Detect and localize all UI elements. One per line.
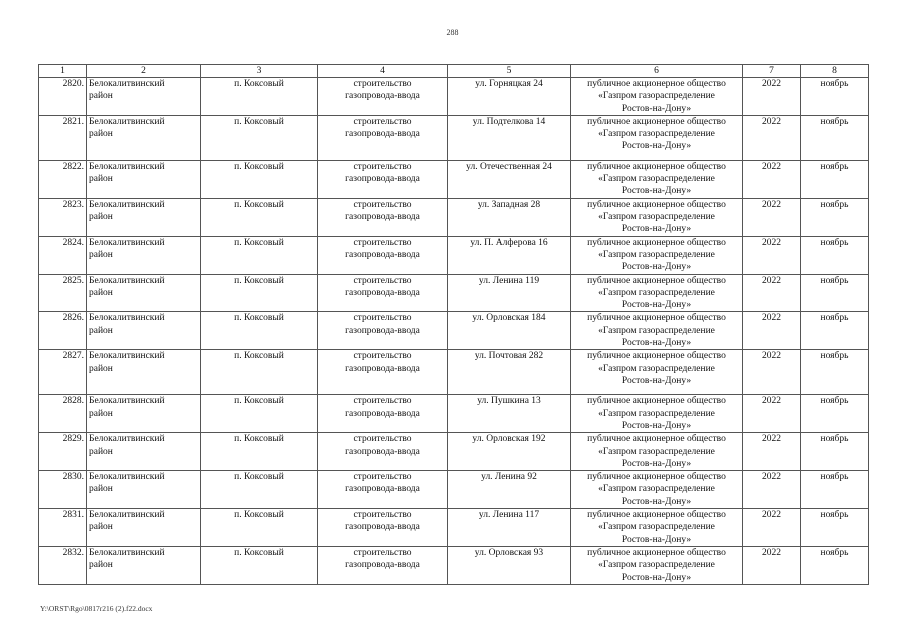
organization-cell-line: «Газпром газораспределение [598, 129, 715, 140]
row-number-cell: 2830. [39, 471, 87, 509]
table-body [39, 78, 869, 585]
settlement-cell: п. Коксовый [201, 312, 318, 350]
work-type-cell-line: строительство [353, 396, 412, 407]
column-header: 6 [571, 65, 743, 78]
row-number-cell: 2825. [39, 274, 87, 312]
column-header: 5 [448, 65, 571, 78]
district-cell-line: Белокалитвинский [89, 161, 165, 172]
settlement-cell: п. Коксовый [201, 471, 318, 509]
organization-cell-line: «Газпром газораспределение [598, 560, 715, 571]
work-type-cell-line: газопровода-ввода [345, 560, 420, 571]
row-number-cell: 2820. [39, 78, 87, 116]
month-cell: ноябрь [801, 350, 869, 395]
district-cell-line: Белокалитвинский [89, 472, 165, 483]
district-cell [87, 546, 201, 584]
organization-cell-line: публичное акционерное общество [587, 351, 726, 362]
organization-cell-line: «Газпром газораспределение [598, 91, 715, 102]
organization-cell [571, 78, 743, 116]
work-type-cell [318, 78, 448, 116]
organization-cell [571, 160, 743, 198]
organization-cell [571, 433, 743, 471]
district-cell [87, 312, 201, 350]
work-type-cell-line: газопровода-ввода [345, 363, 420, 374]
row-number-cell: 2821. [39, 115, 87, 160]
district-cell-line: Белокалитвинский [89, 116, 165, 127]
settlement-cell: п. Коксовый [201, 115, 318, 160]
work-type-cell-line: газопровода-ввода [345, 325, 420, 336]
column-header: 8 [801, 65, 869, 78]
work-type-cell-line: строительство [353, 275, 412, 286]
district-cell-line: район [89, 560, 113, 571]
table-row [39, 274, 869, 312]
work-type-cell-line: строительство [353, 472, 412, 483]
organization-cell-line: Ростов-на-Дону» [621, 103, 692, 114]
work-type-cell-line: газопровода-ввода [345, 408, 420, 419]
work-type-cell-line: газопровода-ввода [345, 129, 420, 140]
settlement-cell: п. Коксовый [201, 350, 318, 395]
row-number-cell: 2822. [39, 160, 87, 198]
work-type-cell [318, 471, 448, 509]
work-type-cell [318, 509, 448, 547]
organization-cell-line: Ростов-на-Дону» [621, 534, 692, 545]
organization-cell-line: Ростов-на-Дону» [621, 262, 692, 273]
organization-cell-line: публичное акционерное общество [587, 116, 726, 127]
organization-cell-line: «Газпром газораспределение [598, 484, 715, 495]
work-type-cell-line: строительство [353, 79, 412, 89]
district-cell-line: Белокалитвинский [89, 79, 165, 89]
organization-cell-line: Ростов-на-Дону» [621, 224, 692, 235]
district-cell-line: район [89, 174, 113, 185]
organization-cell-line: Ростов-на-Дону» [621, 186, 692, 197]
column-header: 2 [87, 65, 201, 78]
organization-cell-line: «Газпром газораспределение [598, 174, 715, 185]
work-type-cell [318, 312, 448, 350]
district-cell-line: Белокалитвинский [89, 396, 165, 407]
work-type-cell-line: газопровода-ввода [345, 484, 420, 495]
month-cell: ноябрь [801, 274, 869, 312]
district-cell [87, 395, 201, 433]
district-cell-line: район [89, 212, 113, 223]
organization-cell-line: «Газпром газораспределение [598, 212, 715, 223]
row-number-cell: 2827. [39, 350, 87, 395]
table-row [39, 236, 869, 274]
address-cell: ул. Подтелкова 14 [448, 115, 571, 160]
work-type-cell-line: строительство [353, 547, 412, 558]
footer-file-path: Y:\ORST\Rgo\0817r216 (2).f22.docx [40, 604, 153, 613]
organization-cell [571, 350, 743, 395]
organization-cell-line: «Газпром газораспределение [598, 287, 715, 298]
address-cell: ул. Орловская 192 [448, 433, 571, 471]
month-cell: ноябрь [801, 78, 869, 116]
work-type-cell-line: газопровода-ввода [345, 212, 420, 223]
district-cell-line: район [89, 129, 113, 140]
organization-cell [571, 546, 743, 584]
work-type-cell-line: строительство [353, 161, 412, 172]
table-row [39, 115, 869, 160]
district-cell [87, 350, 201, 395]
settlement-cell: п. Коксовый [201, 509, 318, 547]
year-cell: 2022 [743, 78, 801, 116]
registry-table [38, 64, 869, 585]
district-cell-line: район [89, 408, 113, 419]
district-cell [87, 78, 201, 116]
column-header: 3 [201, 65, 318, 78]
district-cell-line: район [89, 484, 113, 495]
district-cell-line: район [89, 249, 113, 260]
organization-cell-line: публичное акционерное общество [587, 434, 726, 445]
work-type-cell-line: строительство [353, 313, 412, 324]
organization-cell-line: публичное акционерное общество [587, 547, 726, 558]
district-cell [87, 198, 201, 236]
row-number-cell: 2826. [39, 312, 87, 350]
organization-cell [571, 395, 743, 433]
work-type-cell [318, 350, 448, 395]
page-number: 288 [446, 28, 459, 37]
year-cell: 2022 [743, 115, 801, 160]
organization-cell-line: Ростов-на-Дону» [621, 420, 692, 431]
district-cell [87, 115, 201, 160]
column-header: 7 [743, 65, 801, 78]
district-cell [87, 433, 201, 471]
work-type-cell-line: строительство [353, 510, 412, 521]
organization-cell-line: Ростов-на-Дону» [621, 375, 692, 386]
organization-cell-line: публичное акционерное общество [587, 313, 726, 324]
work-type-cell [318, 395, 448, 433]
address-cell: ул. Пушкина 13 [448, 395, 571, 433]
district-cell-line: район [89, 91, 113, 102]
organization-cell-line: Ростов-на-Дону» [621, 572, 692, 583]
district-cell [87, 471, 201, 509]
address-cell: ул. Ленина 119 [448, 274, 571, 312]
address-cell: ул. Горняцкая 24 [448, 78, 571, 116]
organization-cell [571, 236, 743, 274]
month-cell: ноябрь [801, 395, 869, 433]
address-cell: ул. Ленина 92 [448, 471, 571, 509]
month-cell: ноябрь [801, 546, 869, 584]
organization-cell [571, 312, 743, 350]
work-type-cell [318, 160, 448, 198]
work-type-cell-line: газопровода-ввода [345, 249, 420, 260]
year-cell: 2022 [743, 471, 801, 509]
year-cell: 2022 [743, 395, 801, 433]
organization-cell-line: Ростов-на-Дону» [621, 300, 692, 311]
work-type-cell [318, 433, 448, 471]
organization-cell-line: публичное акционерное общество [587, 237, 726, 248]
organization-cell-line: публичное акционерное общество [587, 396, 726, 407]
organization-cell-line: «Газпром газораспределение [598, 249, 715, 260]
work-type-cell-line: газопровода-ввода [345, 522, 420, 533]
district-cell-line: район [89, 287, 113, 298]
district-cell-line: район [89, 363, 113, 374]
organization-cell-line: публичное акционерное общество [587, 510, 726, 521]
table-row [39, 350, 869, 395]
address-cell: ул. Орловская 184 [448, 312, 571, 350]
table-row [39, 198, 869, 236]
organization-cell [571, 509, 743, 547]
work-type-cell [318, 115, 448, 160]
settlement-cell: п. Коксовый [201, 546, 318, 584]
year-cell: 2022 [743, 350, 801, 395]
table-row [39, 471, 869, 509]
district-cell-line: Белокалитвинский [89, 434, 165, 445]
work-type-cell-line: строительство [353, 351, 412, 362]
row-number-cell: 2823. [39, 198, 87, 236]
settlement-cell: п. Коксовый [201, 274, 318, 312]
column-header: 1 [39, 65, 87, 78]
district-cell-line: Белокалитвинский [89, 510, 165, 521]
settlement-cell: п. Коксовый [201, 433, 318, 471]
organization-cell [571, 115, 743, 160]
district-cell-line: район [89, 325, 113, 336]
row-number-cell: 2824. [39, 236, 87, 274]
year-cell: 2022 [743, 509, 801, 547]
table-row [39, 509, 869, 547]
district-cell-line: Белокалитвинский [89, 199, 165, 210]
year-cell: 2022 [743, 236, 801, 274]
month-cell: ноябрь [801, 198, 869, 236]
work-type-cell-line: газопровода-ввода [345, 174, 420, 185]
organization-cell-line: публичное акционерное общество [587, 199, 726, 210]
work-type-cell-line: газопровода-ввода [345, 287, 420, 298]
table-row [39, 546, 869, 584]
organization-cell-line: «Газпром газораспределение [598, 522, 715, 533]
organization-cell [571, 274, 743, 312]
row-number-cell: 2829. [39, 433, 87, 471]
address-cell: ул. Западная 28 [448, 198, 571, 236]
row-number-cell: 2828. [39, 395, 87, 433]
table-row [39, 160, 869, 198]
year-cell: 2022 [743, 274, 801, 312]
row-number-cell: 2831. [39, 509, 87, 547]
settlement-cell: п. Коксовый [201, 160, 318, 198]
district-cell [87, 160, 201, 198]
address-cell: ул. Почтовая 282 [448, 350, 571, 395]
district-cell-line: район [89, 522, 113, 533]
work-type-cell [318, 274, 448, 312]
settlement-cell: п. Коксовый [201, 395, 318, 433]
year-cell: 2022 [743, 433, 801, 471]
organization-cell-line: Ростов-на-Дону» [621, 141, 692, 152]
settlement-cell: п. Коксовый [201, 198, 318, 236]
work-type-cell-line: газопровода-ввода [345, 446, 420, 457]
month-cell: ноябрь [801, 312, 869, 350]
organization-cell-line: «Газпром газораспределение [598, 446, 715, 457]
organization-cell-line: публичное акционерное общество [587, 275, 726, 286]
settlement-cell: п. Коксовый [201, 236, 318, 274]
column-header-row [39, 65, 869, 78]
district-cell-line: Белокалитвинский [89, 313, 165, 324]
column-header: 4 [318, 65, 448, 78]
month-cell: ноябрь [801, 509, 869, 547]
year-cell: 2022 [743, 160, 801, 198]
month-cell: ноябрь [801, 433, 869, 471]
address-cell: ул. Отечественная 24 [448, 160, 571, 198]
address-cell: ул. Орловская 93 [448, 546, 571, 584]
organization-cell-line: «Газпром газораспределение [598, 325, 715, 336]
work-type-cell-line: газопровода-ввода [345, 91, 420, 102]
work-type-cell [318, 546, 448, 584]
district-cell [87, 509, 201, 547]
organization-cell-line: «Газпром газораспределение [598, 408, 715, 419]
work-type-cell-line: строительство [353, 434, 412, 445]
address-cell: ул. П. Алферова 16 [448, 236, 571, 274]
year-cell: 2022 [743, 546, 801, 584]
organization-cell-line: публичное акционерное общество [587, 161, 726, 172]
district-cell-line: Белокалитвинский [89, 237, 165, 248]
district-cell-line: Белокалитвинский [89, 547, 165, 558]
year-cell: 2022 [743, 198, 801, 236]
settlement-cell: п. Коксовый [201, 78, 318, 116]
year-cell: 2022 [743, 312, 801, 350]
organization-cell-line: Ростов-на-Дону» [621, 458, 692, 469]
work-type-cell-line: строительство [353, 199, 412, 210]
work-type-cell [318, 236, 448, 274]
month-cell: ноябрь [801, 236, 869, 274]
month-cell: ноябрь [801, 115, 869, 160]
organization-cell-line: Ростов-на-Дону» [621, 338, 692, 349]
work-type-cell-line: строительство [353, 237, 412, 248]
organization-cell-line: «Газпром газораспределение [598, 363, 715, 374]
table-row [39, 395, 869, 433]
district-cell-line: Белокалитвинский [89, 351, 165, 362]
work-type-cell [318, 198, 448, 236]
district-cell [87, 274, 201, 312]
table-row [39, 433, 869, 471]
organization-cell-line: Ростов-на-Дону» [621, 496, 692, 507]
organization-cell [571, 471, 743, 509]
table-row [39, 78, 869, 116]
table-row [39, 312, 869, 350]
row-number-cell: 2832. [39, 546, 87, 584]
organization-cell-line: публичное акционерное общество [587, 79, 726, 89]
work-type-cell-line: строительство [353, 116, 412, 127]
month-cell: ноябрь [801, 471, 869, 509]
address-cell: ул. Ленина 117 [448, 509, 571, 547]
district-cell [87, 236, 201, 274]
month-cell: ноябрь [801, 160, 869, 198]
district-cell-line: Белокалитвинский [89, 275, 165, 286]
organization-cell-line: публичное акционерное общество [587, 472, 726, 483]
district-cell-line: район [89, 446, 113, 457]
organization-cell [571, 198, 743, 236]
